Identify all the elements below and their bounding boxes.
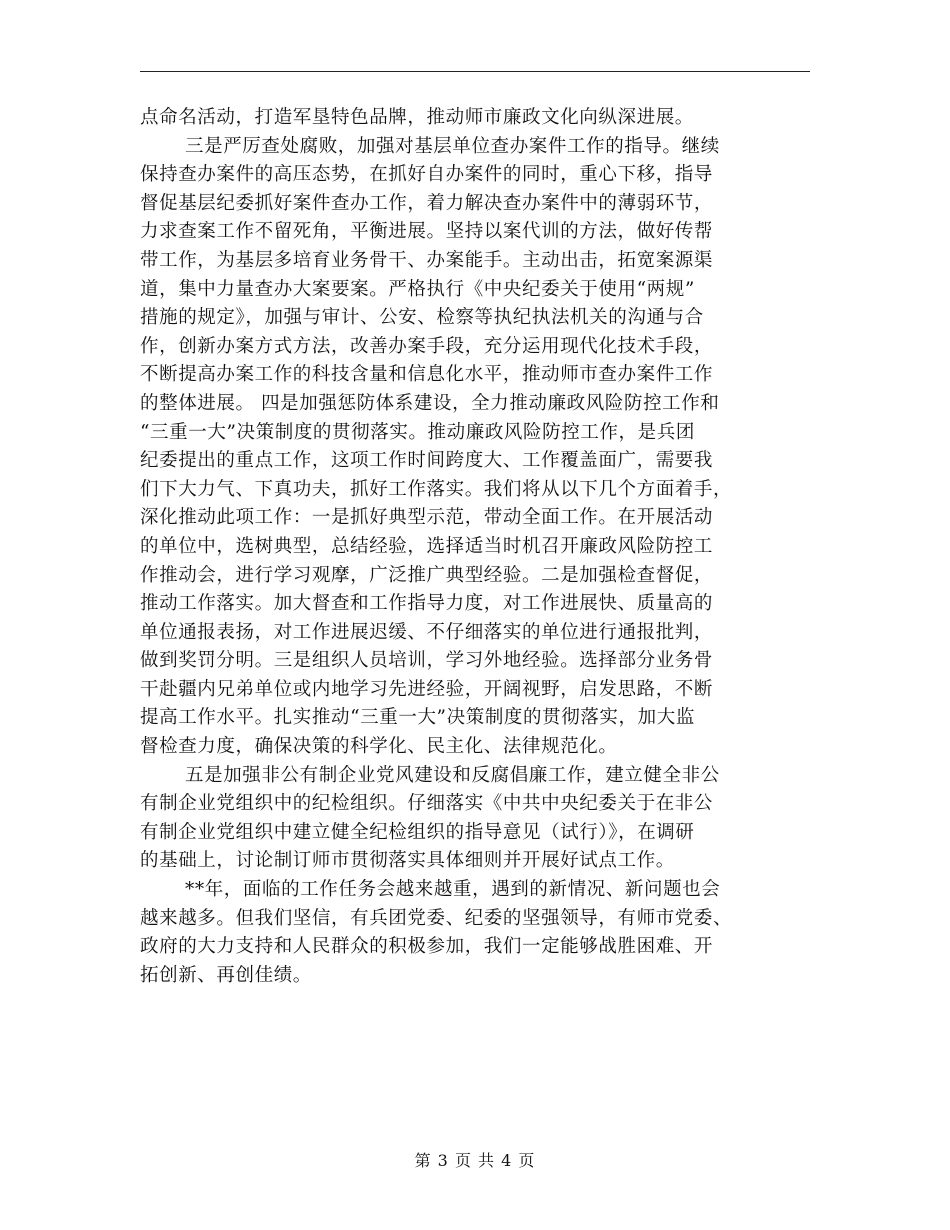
text-line: 带工作，为基层多培育业务骨干、办案能手。主动出击，拓宽案源渠 xyxy=(140,249,714,271)
text-line: 三是严厉查处腐败，加强对基层单位查办案件工作的指导。继续 xyxy=(185,135,720,157)
text-line: 督检查力度，确保决策的科学化、民主化、法律规范化。 xyxy=(140,736,618,758)
text-line: 越来越多。但我们坚信，有兵团党委、纪委的坚强领导，有师市党委、 xyxy=(140,907,733,929)
text-line: 五是加强非公有制企业党风建设和反腐倡廉工作，建立健全非公 xyxy=(185,764,720,786)
text-line: **年，面临的工作任务会越来越重，遇到的新情况、新问题也会 xyxy=(185,879,721,901)
text-line: 措施的规定》，加强与审计、公安、检察等执纪执法机关的沟通与合 xyxy=(140,307,704,329)
text-line: 的整体进展。 四是加强惩防体系建设，全力推动廉政风险防控工作和 xyxy=(140,392,720,414)
text-line: 提高工作水平。扎实推动“三重一大”决策制度的贯彻落实，加大监 xyxy=(140,707,695,729)
header-rule xyxy=(140,71,810,72)
text-line: 深化推动此项工作：一是抓好典型示范，带动全面工作。在开展活动 xyxy=(140,507,714,529)
text-line: 们下大力气、下真功夫，抓好工作落实。我们将从以下几个方面着手， xyxy=(140,478,733,500)
text-line: 做到奖罚分明。三是组织人员培训，学习外地经验。选择部分业务骨 xyxy=(140,650,714,672)
text-line: 保持查办案件的高压态势，在抓好自办案件的同时，重心下移，指导 xyxy=(140,164,714,186)
text-line: 的单位中，选树典型，总结经验，选择适当时机召开廉政风险防控工 xyxy=(140,535,714,557)
text-line: “三重一大”决策制度的贯彻落实。推动廉政风险防控工作，是兵团 xyxy=(140,421,695,443)
text-line: 作推动会，进行学习观摩，广泛推广典型经验。二是加强检查督促， xyxy=(140,564,714,586)
text-line: 不断提高办案工作的科技含量和信息化水平，推动师市查办案件工作 xyxy=(140,364,714,386)
text-line: 推动工作落实。加大督查和工作指导力度，对工作进展快、质量高的 xyxy=(140,593,714,615)
text-line: 道，集中力量查办大案要案。严格执行《中央纪委关于使用“两规” xyxy=(140,278,695,300)
text-line: 力求查案工作不留死角，平衡进展。坚持以案代训的方法，做好传帮 xyxy=(140,221,714,243)
text-line: 点命名活动，打造军垦特色品牌，推动师市廉政文化向纵深进展。 xyxy=(140,107,694,128)
text-line: 督促基层纪委抓好案件查办工作，着力解决查办案件中的薄弱环节， xyxy=(140,192,714,214)
text-line: 拓创新、再创佳绩。 xyxy=(140,964,312,986)
text-line: 的基础上，讨论制订师市贯彻落实具体细则并开展好试点工作。 xyxy=(140,850,675,872)
text-line: 有制企业党组织中建立健全纪检组织的指导意见（试行）》，在调研 xyxy=(140,821,695,843)
text-line: 政府的大力支持和人民群众的积极参加，我们一定能够战胜困难、开 xyxy=(140,936,714,958)
text-line: 干赴疆内兄弟单位或内地学习先进经验，开阔视野，启发思路，不断 xyxy=(140,678,714,700)
page-number-footer: 第 3 页 共 4 页 xyxy=(414,1151,536,1170)
text-line: 有制企业党组织中的纪检组织。仔细落实《中共中央纪委关于在非公 xyxy=(140,793,714,815)
document-body xyxy=(140,104,812,990)
text-line: 作，创新办案方式方法，改善办案手段，充分运用现代化技术手段， xyxy=(140,335,714,357)
text-line: 单位通报表扬，对工作进展迟缓、不仔细落实的单位进行通报批判， xyxy=(140,621,714,643)
text-line: 纪委提出的重点工作，这项工作时间跨度大、工作覆盖面广，需要我 xyxy=(140,450,714,472)
